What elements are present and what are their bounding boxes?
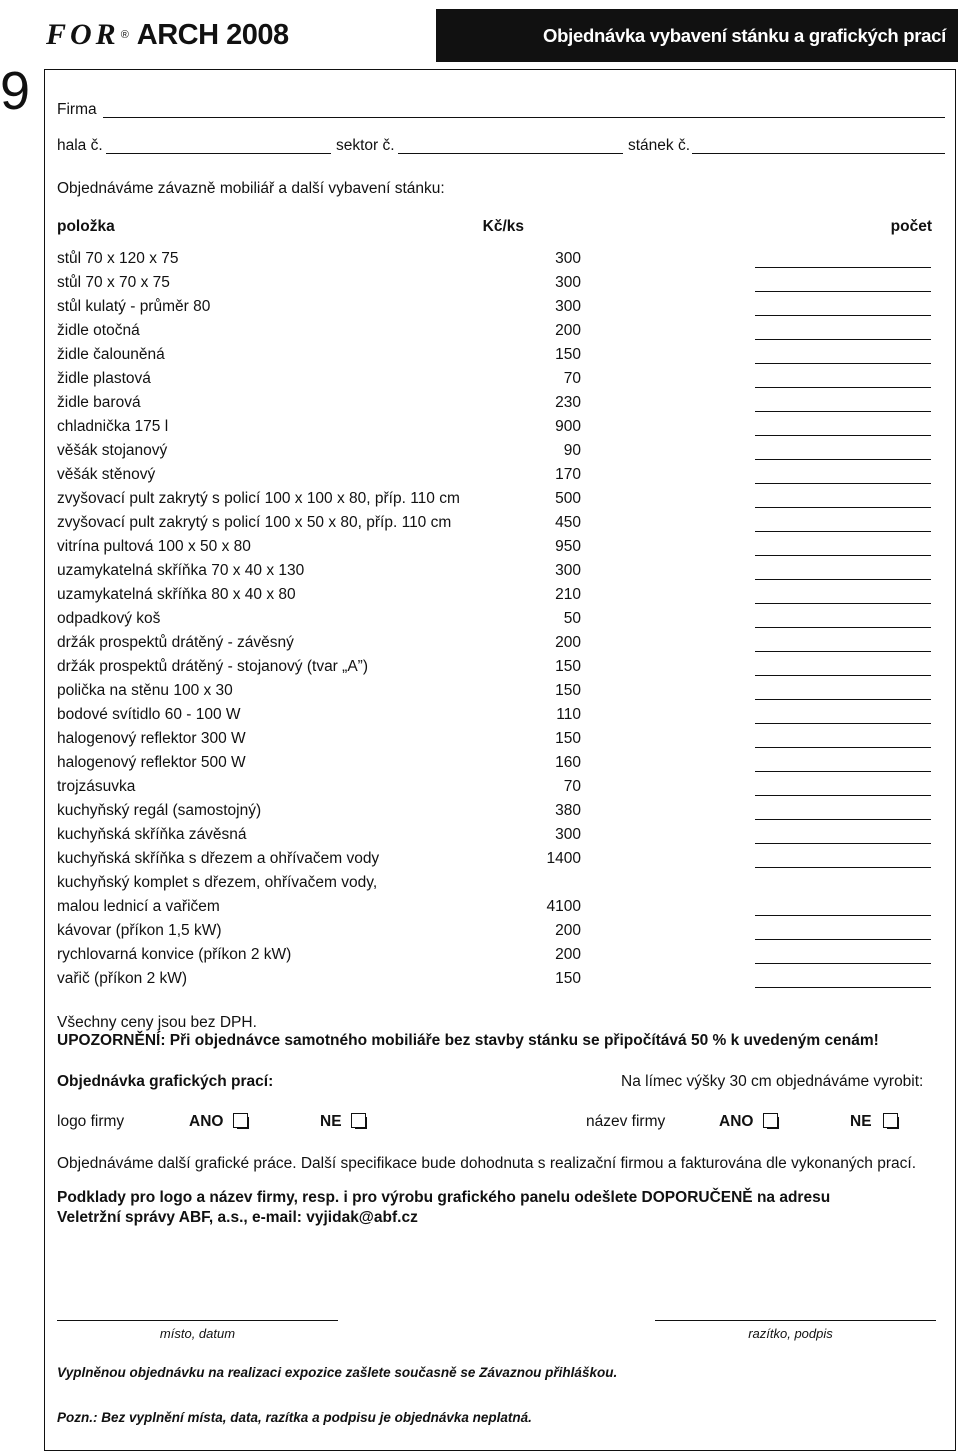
item-label: kávovar (příkon 1,5 kW) (57, 922, 222, 939)
item-price: 300 (555, 250, 581, 267)
item-label: malou lednicí a vařičem (57, 898, 220, 915)
item-price: 1400 (546, 850, 581, 867)
item-label: židle barová (57, 394, 141, 411)
item-label: kuchyňský komplet s dřezem, ohřívačem vody, (57, 874, 378, 891)
item-count-input-line[interactable] (755, 627, 931, 628)
table-row (57, 634, 932, 658)
item-price: 150 (555, 658, 581, 675)
table-row (57, 322, 932, 346)
other-graphics-text: Objednáváme další grafické práce. Další specifikace bude dohodnuta s realizační firmou a fakturována dle vykonaných prací. (57, 1155, 917, 1172)
item-count-input-line[interactable] (755, 987, 931, 988)
table-row (57, 250, 932, 274)
validity-note: Pozn.: Bez vyplnění místa, data, razítka a podpisu je objednávka neplatná. (57, 1410, 532, 1425)
item-label: uzamykatelná skříňka 80 x 40 x 80 (57, 586, 296, 603)
item-label: vařič (příkon 2 kW) (57, 970, 188, 987)
graphics-heading: Objednávka grafických prací: (57, 1073, 274, 1090)
table-row (57, 730, 932, 754)
item-count-input-line[interactable] (755, 843, 931, 844)
submit-note: Vyplněnou objednávku na realizaci expozice zašlete současně se Závaznou přihláškou. (57, 1365, 618, 1380)
item-label: židle plastová (57, 370, 151, 387)
item-price: 150 (555, 730, 581, 747)
item-price: 500 (555, 490, 581, 507)
firm-name-label: název firmy (586, 1113, 666, 1130)
item-count-input-line[interactable] (755, 387, 931, 388)
item-count-input-line[interactable] (755, 603, 931, 604)
sektor-input-line[interactable] (398, 153, 623, 154)
firma-label: Firma (57, 101, 97, 118)
item-price: 200 (555, 634, 581, 651)
logo-no-label: NE (320, 1113, 342, 1130)
item-label: kuchyňská skříňka závěsná (57, 826, 247, 843)
intro-text: Objednáváme závazně mobiliář a další vybavení stánku: (57, 180, 445, 197)
item-label: bodové svítidlo 60 - 100 W (57, 706, 241, 723)
table-row (57, 802, 932, 826)
item-label: chladnička 175 l (57, 418, 169, 435)
item-count-input-line[interactable] (755, 507, 931, 508)
item-label: stůl 70 x 120 x 75 (57, 250, 179, 267)
item-label: stůl kulatý - průměr 80 (57, 298, 211, 315)
item-count-input-line[interactable] (755, 267, 931, 268)
item-price: 300 (555, 826, 581, 843)
table-row (57, 898, 932, 922)
item-price: 160 (555, 754, 581, 771)
hala-label: hala č. (57, 137, 103, 154)
logo-firm-label: logo firmy (57, 1113, 125, 1130)
sektor-label: sektor č. (336, 137, 395, 154)
table-row (57, 466, 932, 490)
item-price: 450 (555, 514, 581, 531)
item-label: věšák stěnový (57, 466, 156, 483)
item-count-input-line[interactable] (755, 963, 931, 964)
stamp-sign-label: razítko, podpis (748, 1326, 833, 1341)
item-label: zvyšovací pult zakrytý s policí 100 x 100 x 80, příp. 110 cm (57, 490, 460, 507)
stanek-label: stánek č. (628, 137, 691, 154)
item-price: 300 (555, 298, 581, 315)
table-row (57, 370, 932, 394)
name-yes-checkbox[interactable] (763, 1113, 778, 1128)
item-price: 210 (555, 586, 581, 603)
warning-note: UPOZORNĚNÍ: Při objednávce samotného mobiliáře bez stavby stánku se připočítává 50 % k uvedeným cenám! (57, 1032, 879, 1049)
item-label: halogenový reflektor 300 W (57, 730, 246, 747)
item-label: uzamykatelná skříňka 70 x 40 x 130 (57, 562, 305, 579)
item-count-input-line[interactable] (755, 867, 931, 868)
item-price: 950 (555, 538, 581, 555)
place-date-line[interactable] (57, 1320, 338, 1321)
table-row (57, 658, 932, 682)
page-title: Objednávka vybavení stánku a grafických prací (543, 24, 946, 46)
item-count-input-line[interactable] (755, 531, 931, 532)
name-yes-label: ANO (719, 1113, 754, 1130)
item-label: rychlovarná konvice (příkon 2 kW) (57, 946, 292, 963)
item-price: 70 (563, 778, 581, 795)
item-price: 300 (555, 562, 581, 579)
item-count-input-line[interactable] (755, 915, 931, 916)
item-label: kuchyňský regál (samostojný) (57, 802, 262, 819)
item-count-input-line[interactable] (755, 795, 931, 796)
name-no-checkbox[interactable] (883, 1113, 898, 1128)
item-label: držák prospektů drátěný - závěsný (57, 634, 294, 651)
item-label: halogenový reflektor 500 W (57, 754, 246, 771)
item-count-input-line[interactable] (755, 363, 931, 364)
table-row (57, 418, 932, 442)
item-count-input-line[interactable] (755, 771, 931, 772)
item-price: 170 (555, 466, 581, 483)
table-row (57, 610, 932, 634)
logo-no-checkbox[interactable] (351, 1113, 366, 1128)
item-count-input-line[interactable] (755, 339, 931, 340)
title-banner (436, 9, 958, 62)
logo-for-text: FOR (46, 18, 120, 51)
item-price: 200 (555, 922, 581, 939)
table-row (57, 538, 932, 562)
item-count-input-line[interactable] (755, 819, 931, 820)
item-label: polička na stěnu 100 x 30 (57, 682, 233, 699)
item-count-input-line[interactable] (755, 939, 931, 940)
table-row (57, 754, 932, 778)
item-price: 900 (555, 418, 581, 435)
collar-text: Na límec výšky 30 cm objednáváme vyrobit: (621, 1073, 924, 1090)
table-row (57, 922, 932, 946)
name-no-label: NE (850, 1113, 872, 1130)
logo-yes-checkbox[interactable] (233, 1113, 248, 1128)
item-label: zvyšovací pult zakrytý s policí 100 x 50 x 80, příp. 110 cm (57, 514, 452, 531)
header-item: položka (57, 218, 115, 235)
item-label: odpadkový koš (57, 610, 161, 627)
table-row (57, 874, 932, 898)
item-price: 50 (563, 610, 581, 627)
item-price: 150 (555, 682, 581, 699)
table-row (57, 346, 932, 370)
item-count-input-line[interactable] (755, 411, 931, 412)
documents-text-line1: Podklady pro logo a název firmy, resp. i pro výrobu grafického panelu odešlete DOPORUČENĚ na adresu (57, 1189, 831, 1206)
item-count-input-line[interactable] (755, 723, 931, 724)
table-row (57, 514, 932, 538)
table-row (57, 298, 932, 322)
item-price: 150 (555, 346, 581, 363)
item-count-input-line[interactable] (755, 315, 931, 316)
item-price: 90 (563, 442, 581, 459)
header-count: počet (890, 218, 932, 235)
item-label: židle otočná (57, 322, 140, 339)
table-row (57, 274, 932, 298)
vat-note: Všechny ceny jsou bez DPH. (57, 1014, 257, 1031)
item-price: 70 (563, 370, 581, 387)
stamp-sign-line[interactable] (655, 1320, 936, 1321)
logo-yes-label: ANO (189, 1113, 224, 1130)
item-label: držák prospektů drátěný - stojanový (tvar „A”) (57, 658, 368, 675)
item-label: věšák stojanový (57, 442, 168, 459)
table-row (57, 394, 932, 418)
item-price: 230 (555, 394, 581, 411)
item-price: 200 (555, 322, 581, 339)
page-number: 9 (0, 61, 31, 121)
item-price: 300 (555, 274, 581, 291)
item-count-input-line[interactable] (755, 555, 931, 556)
item-label: trojzásuvka (57, 778, 136, 795)
table-row (57, 826, 932, 850)
item-count-input-line[interactable] (755, 459, 931, 460)
item-price: 110 (556, 706, 581, 723)
item-price: 380 (555, 802, 581, 819)
item-price: 150 (555, 970, 581, 987)
item-label: stůl 70 x 70 x 75 (57, 274, 170, 291)
table-row (57, 490, 932, 514)
table-row (57, 586, 932, 610)
item-count-input-line[interactable] (755, 435, 931, 436)
table-row (57, 778, 932, 802)
logo-arch-text: ARCH 2008 (136, 18, 289, 51)
table-row (57, 562, 932, 586)
item-count-input-line[interactable] (755, 483, 931, 484)
item-count-input-line[interactable] (755, 675, 931, 676)
item-label: vitrína pultová 100 x 50 x 80 (57, 538, 251, 555)
table-row (57, 850, 932, 874)
item-label: židle čalouněná (57, 346, 165, 363)
table-row (57, 682, 932, 706)
item-price: 200 (555, 946, 581, 963)
item-count-input-line[interactable] (755, 291, 931, 292)
logo-registered-mark: ® (120, 29, 129, 41)
item-count-input-line[interactable] (755, 747, 931, 748)
firma-input-line[interactable] (103, 117, 945, 118)
table-row (57, 706, 932, 730)
item-count-input-line[interactable] (755, 651, 931, 652)
header-price: Kč/ks (482, 218, 524, 235)
table-row (57, 970, 932, 994)
hala-input-line[interactable] (106, 153, 331, 154)
item-label: kuchyňská skříňka s dřezem a ohřívačem vody (57, 850, 380, 867)
stanek-input-line[interactable] (692, 153, 945, 154)
table-row (57, 442, 932, 466)
item-price: 4100 (546, 898, 581, 915)
item-count-input-line[interactable] (755, 579, 931, 580)
item-count-input-line[interactable] (755, 699, 931, 700)
place-date-label: místo, datum (159, 1326, 236, 1341)
logo (46, 12, 289, 58)
table-row (57, 946, 932, 970)
documents-text-line2: Veletržní správy ABF, a.s., e-mail: vyjidak@abf.cz (57, 1209, 418, 1226)
